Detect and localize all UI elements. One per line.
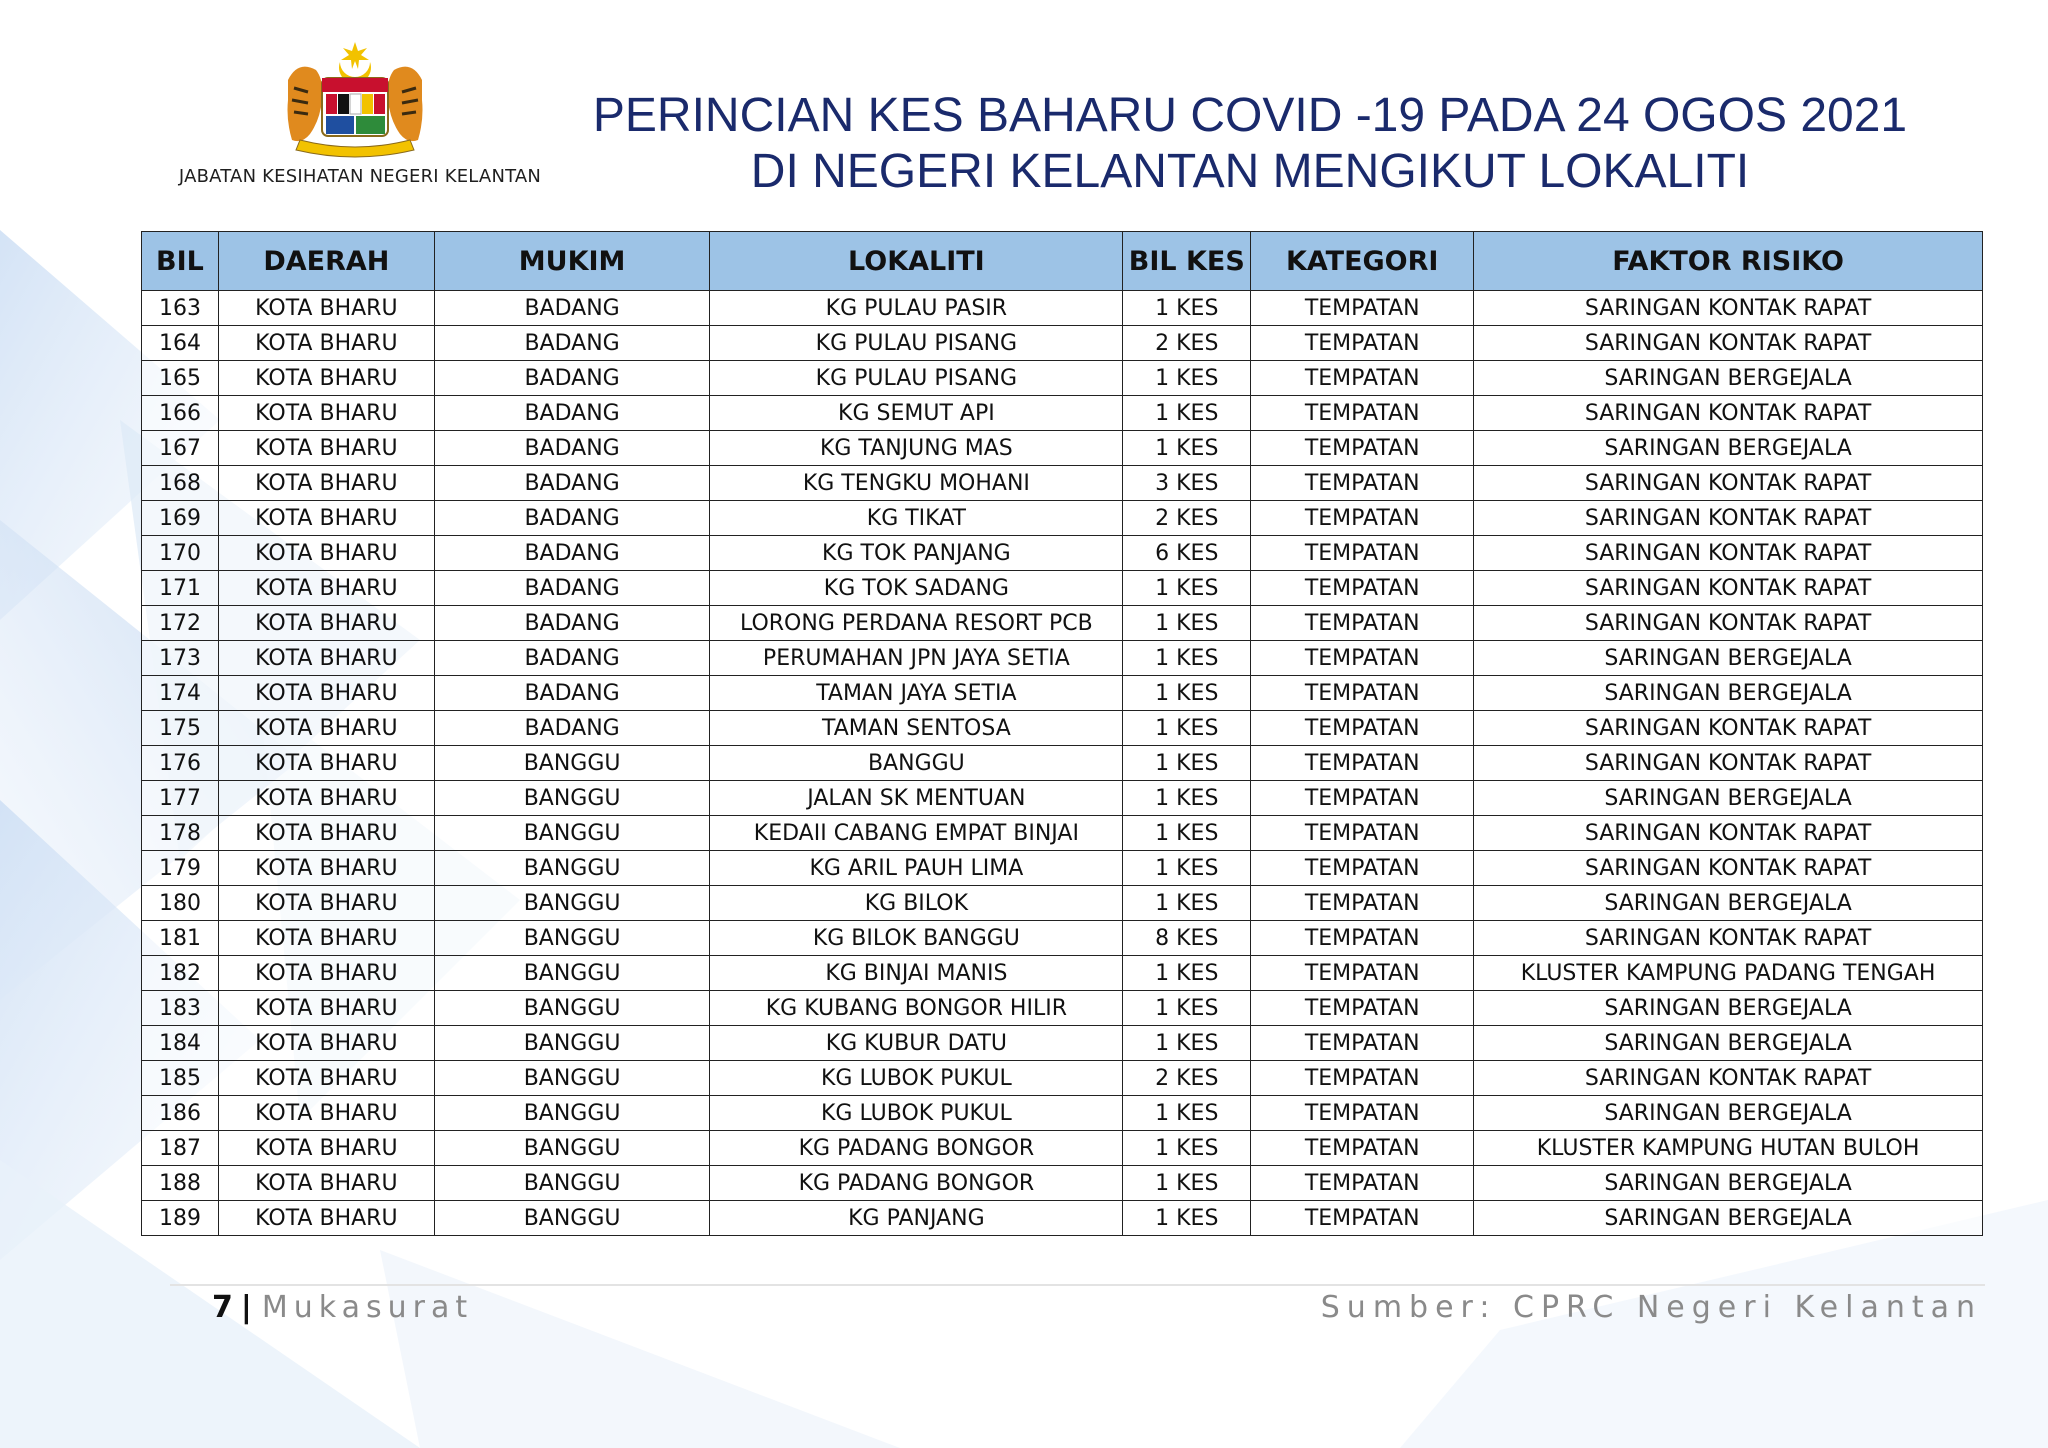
table-cell: 2 KES [1123, 1061, 1251, 1096]
table-cell: TEMPATAN [1251, 571, 1474, 606]
table-cell: KOTA BHARU [218, 326, 434, 361]
table-cell: BANGGU [434, 816, 710, 851]
table-cell: BADANG [434, 501, 710, 536]
table-cell: BADANG [434, 536, 710, 571]
table-cell: 186 [142, 1096, 219, 1131]
table-cell: KG TOK SADANG [710, 571, 1123, 606]
table-row [142, 956, 1983, 991]
table-row [142, 1096, 1983, 1131]
table-row [142, 431, 1983, 466]
table-cell: TEMPATAN [1251, 1061, 1474, 1096]
table-cell: KOTA BHARU [218, 361, 434, 396]
table-cell: KOTA BHARU [218, 1131, 434, 1166]
table-cell: 1 KES [1123, 571, 1251, 606]
table-cell: SARINGAN BERGEJALA [1474, 1026, 1983, 1061]
table-cell: KOTA BHARU [218, 746, 434, 781]
table-row [142, 396, 1983, 431]
table-cell: SARINGAN KONTAK RAPAT [1474, 571, 1983, 606]
table-cell: KG PADANG BONGOR [710, 1166, 1123, 1201]
column-header: MUKIM [434, 232, 710, 291]
table-cell: 1 KES [1123, 991, 1251, 1026]
table-cell: BADANG [434, 431, 710, 466]
table-cell: BADANG [434, 606, 710, 641]
table-cell: PERUMAHAN JPN JAYA SETIA [710, 641, 1123, 676]
table-cell: 1 KES [1123, 1166, 1251, 1201]
table-cell: SARINGAN KONTAK RAPAT [1474, 396, 1983, 431]
table-cell: 1 KES [1123, 431, 1251, 466]
table-cell: KG KUBANG BONGOR HILIR [710, 991, 1123, 1026]
table-cell: TEMPATAN [1251, 956, 1474, 991]
table-cell: BANGGU [434, 1096, 710, 1131]
table-cell: TEMPATAN [1251, 291, 1474, 326]
table-cell: KLUSTER KAMPUNG HUTAN BULOH [1474, 1131, 1983, 1166]
table-cell: 1 KES [1123, 291, 1251, 326]
table-body [142, 291, 1983, 1236]
table-cell: 1 KES [1123, 1201, 1251, 1236]
table-cell: SARINGAN KONTAK RAPAT [1474, 711, 1983, 746]
table-cell: 1 KES [1123, 1026, 1251, 1061]
table-cell: TEMPATAN [1251, 851, 1474, 886]
table-cell: TEMPATAN [1251, 991, 1474, 1026]
table-cell: SARINGAN KONTAK RAPAT [1474, 326, 1983, 361]
table-cell: TEMPATAN [1251, 711, 1474, 746]
table-cell: 185 [142, 1061, 219, 1096]
table-cell: KOTA BHARU [218, 431, 434, 466]
table-cell: 184 [142, 1026, 219, 1061]
table-cell: KOTA BHARU [218, 641, 434, 676]
table-cell: BADANG [434, 676, 710, 711]
table-cell: TEMPATAN [1251, 431, 1474, 466]
table-cell: KOTA BHARU [218, 851, 434, 886]
table-row [142, 641, 1983, 676]
table-row [142, 1131, 1983, 1166]
table-row [142, 781, 1983, 816]
table-cell: TEMPATAN [1251, 1166, 1474, 1201]
table-cell: 176 [142, 746, 219, 781]
table-cell: 177 [142, 781, 219, 816]
malaysia-coat-of-arms-logo [270, 40, 440, 158]
cases-table [141, 231, 1983, 1236]
title-line-2: DI NEGERI KELANTAN MENGIKUT LOKALITI [750, 145, 1750, 198]
page-number: 7 [212, 1290, 233, 1325]
table-cell: 180 [142, 886, 219, 921]
table-cell: KG BILOK BANGGU [710, 921, 1123, 956]
page-label: Mukasurat [261, 1290, 474, 1325]
table-cell: SARINGAN BERGEJALA [1474, 1096, 1983, 1131]
table-cell: KOTA BHARU [218, 921, 434, 956]
table-cell: TEMPATAN [1251, 676, 1474, 711]
table-cell: KOTA BHARU [218, 676, 434, 711]
table-cell: 1 KES [1123, 1131, 1251, 1166]
table-cell: KOTA BHARU [218, 816, 434, 851]
table-cell: TEMPATAN [1251, 1131, 1474, 1166]
table-cell: 3 KES [1123, 466, 1251, 501]
table-row [142, 921, 1983, 956]
table-cell: 1 KES [1123, 361, 1251, 396]
table-row [142, 501, 1983, 536]
table-cell: SARINGAN BERGEJALA [1474, 641, 1983, 676]
table-cell: 189 [142, 1201, 219, 1236]
table-cell: BADANG [434, 326, 710, 361]
table-cell: 6 KES [1123, 536, 1251, 571]
table-cell: BANGGU [434, 991, 710, 1026]
table-cell: 1 KES [1123, 781, 1251, 816]
table-cell: KG PANJANG [710, 1201, 1123, 1236]
table-cell: BANGGU [434, 921, 710, 956]
table-cell: JALAN SK MENTUAN [710, 781, 1123, 816]
table-cell: KOTA BHARU [218, 466, 434, 501]
table-cell: BADANG [434, 396, 710, 431]
table-cell: KOTA BHARU [218, 291, 434, 326]
table-cell: TAMAN SENTOSA [710, 711, 1123, 746]
table-cell: 1 KES [1123, 956, 1251, 991]
table-row [142, 361, 1983, 396]
table-cell: KOTA BHARU [218, 886, 434, 921]
table-cell: SARINGAN KONTAK RAPAT [1474, 851, 1983, 886]
table-cell: 170 [142, 536, 219, 571]
table-cell: 173 [142, 641, 219, 676]
table-row [142, 1166, 1983, 1201]
table-cell: SARINGAN KONTAK RAPAT [1474, 816, 1983, 851]
table-cell: 178 [142, 816, 219, 851]
table-cell: 163 [142, 291, 219, 326]
table-cell: SARINGAN BERGEJALA [1474, 1201, 1983, 1236]
table-cell: TEMPATAN [1251, 816, 1474, 851]
table-cell: SARINGAN KONTAK RAPAT [1474, 606, 1983, 641]
table-cell: TEMPATAN [1251, 781, 1474, 816]
table-cell: 188 [142, 1166, 219, 1201]
table-row [142, 816, 1983, 851]
table-cell: KOTA BHARU [218, 1026, 434, 1061]
table-cell: 1 KES [1123, 1096, 1251, 1131]
table-cell: KG PULAU PISANG [710, 326, 1123, 361]
table-cell: KOTA BHARU [218, 1201, 434, 1236]
table-header-row [142, 232, 1983, 291]
table-cell: 1 KES [1123, 641, 1251, 676]
table-cell: BADANG [434, 711, 710, 746]
table-cell: KG TENGKU MOHANI [710, 466, 1123, 501]
table-cell: SARINGAN KONTAK RAPAT [1474, 501, 1983, 536]
table-cell: KG PADANG BONGOR [710, 1131, 1123, 1166]
table-cell: TEMPATAN [1251, 641, 1474, 676]
table-cell: 169 [142, 501, 219, 536]
footer-divider [170, 1284, 1985, 1286]
table-row [142, 1061, 1983, 1096]
title-line-1: PERINCIAN KES BAHARU COVID -19 PADA 24 OGOS 2021 [592, 89, 1908, 142]
table-cell: 175 [142, 711, 219, 746]
table-cell: KOTA BHARU [218, 571, 434, 606]
table-cell: SARINGAN KONTAK RAPAT [1474, 921, 1983, 956]
table-cell: 181 [142, 921, 219, 956]
table-cell: KG SEMUT API [710, 396, 1123, 431]
table-cell: KEDAII CABANG EMPAT BINJAI [710, 816, 1123, 851]
table-row [142, 291, 1983, 326]
column-header: LOKALITI [710, 232, 1123, 291]
table-cell: 179 [142, 851, 219, 886]
table-cell: BADANG [434, 571, 710, 606]
table-cell: KG KUBUR DATU [710, 1026, 1123, 1061]
table-cell: TEMPATAN [1251, 746, 1474, 781]
table-row [142, 851, 1983, 886]
table-cell: 1 KES [1123, 851, 1251, 886]
table-cell: BADANG [434, 291, 710, 326]
table-cell: KOTA BHARU [218, 1061, 434, 1096]
table-cell: KG TIKAT [710, 501, 1123, 536]
table-cell: KG LUBOK PUKUL [710, 1061, 1123, 1096]
table-row [142, 1201, 1983, 1236]
table-cell: TEMPATAN [1251, 1201, 1474, 1236]
table-row [142, 746, 1983, 781]
table-cell: KG TOK PANJANG [710, 536, 1123, 571]
table-cell: 1 KES [1123, 816, 1251, 851]
table-cell: SARINGAN KONTAK RAPAT [1474, 536, 1983, 571]
table-cell: BADANG [434, 466, 710, 501]
table-cell: SARINGAN BERGEJALA [1474, 676, 1983, 711]
column-header: DAERAH [218, 232, 434, 291]
table-cell: 8 KES [1123, 921, 1251, 956]
table-cell: SARINGAN KONTAK RAPAT [1474, 466, 1983, 501]
table-cell: SARINGAN KONTAK RAPAT [1474, 291, 1983, 326]
table-cell: BANGGU [434, 781, 710, 816]
page-title [520, 88, 1980, 200]
table-cell: 1 KES [1123, 886, 1251, 921]
table-cell: 1 KES [1123, 396, 1251, 431]
table-row [142, 606, 1983, 641]
source-credit: Sumber: CPRC Negeri Kelantan [1320, 1290, 1982, 1325]
table-cell: 171 [142, 571, 219, 606]
table-cell: 2 KES [1123, 326, 1251, 361]
table-row [142, 711, 1983, 746]
table-cell: KOTA BHARU [218, 956, 434, 991]
footer-separator: | [240, 1290, 252, 1325]
table-cell: BADANG [434, 641, 710, 676]
table-cell: 172 [142, 606, 219, 641]
table-cell: TEMPATAN [1251, 886, 1474, 921]
department-name: JABATAN KESIHATAN NEGERI KELANTAN [178, 166, 542, 187]
table-cell: TAMAN JAYA SETIA [710, 676, 1123, 711]
table-cell: BANGGU [434, 1026, 710, 1061]
table-cell: KOTA BHARU [218, 606, 434, 641]
table-cell: LORONG PERDANA RESORT PCB [710, 606, 1123, 641]
table-row [142, 536, 1983, 571]
table-cell: 182 [142, 956, 219, 991]
table-cell: KG ARIL PAUH LIMA [710, 851, 1123, 886]
table-cell: 1 KES [1123, 676, 1251, 711]
table-cell: TEMPATAN [1251, 396, 1474, 431]
table-cell: BADANG [434, 361, 710, 396]
table-cell: KOTA BHARU [218, 396, 434, 431]
table-cell: TEMPATAN [1251, 1026, 1474, 1061]
table-cell: KOTA BHARU [218, 1096, 434, 1131]
table-cell: 166 [142, 396, 219, 431]
table-cell: SARINGAN BERGEJALA [1474, 431, 1983, 466]
column-header: BIL [142, 232, 219, 291]
table-row [142, 571, 1983, 606]
table-cell: KG TANJUNG MAS [710, 431, 1123, 466]
table-cell: KOTA BHARU [218, 1166, 434, 1201]
table-cell: 187 [142, 1131, 219, 1166]
table-cell: SARINGAN BERGEJALA [1474, 361, 1983, 396]
column-header: KATEGORI [1251, 232, 1474, 291]
table-cell: KOTA BHARU [218, 536, 434, 571]
table-cell: SARINGAN KONTAK RAPAT [1474, 746, 1983, 781]
table-cell: 165 [142, 361, 219, 396]
table-cell: SARINGAN BERGEJALA [1474, 991, 1983, 1026]
table-cell: BANGGU [434, 886, 710, 921]
table-cell: TEMPATAN [1251, 361, 1474, 396]
table-cell: TEMPATAN [1251, 536, 1474, 571]
table-row [142, 326, 1983, 361]
table-row [142, 886, 1983, 921]
table-cell: BANGGU [710, 746, 1123, 781]
table-row [142, 991, 1983, 1026]
table-row [142, 466, 1983, 501]
table-cell: BANGGU [434, 851, 710, 886]
table-cell: TEMPATAN [1251, 326, 1474, 361]
page-footer-left [212, 1290, 473, 1325]
table-cell: BANGGU [434, 1131, 710, 1166]
table-cell: TEMPATAN [1251, 606, 1474, 641]
table-row [142, 1026, 1983, 1061]
table-cell: SARINGAN KONTAK RAPAT [1474, 1061, 1983, 1096]
table-cell: 1 KES [1123, 746, 1251, 781]
table-cell: 164 [142, 326, 219, 361]
table-cell: BANGGU [434, 1166, 710, 1201]
table-row [142, 676, 1983, 711]
table-cell: KG PULAU PASIR [710, 291, 1123, 326]
table-cell: BANGGU [434, 1061, 710, 1096]
table-cell: KOTA BHARU [218, 991, 434, 1026]
table-cell: TEMPATAN [1251, 466, 1474, 501]
table-cell: BANGGU [434, 746, 710, 781]
table-cell: BANGGU [434, 1201, 710, 1236]
column-header: FAKTOR RISIKO [1474, 232, 1983, 291]
table-cell: KG BINJAI MANIS [710, 956, 1123, 991]
table-cell: SARINGAN BERGEJALA [1474, 886, 1983, 921]
table-cell: KOTA BHARU [218, 501, 434, 536]
table-cell: TEMPATAN [1251, 501, 1474, 536]
table-cell: TEMPATAN [1251, 1096, 1474, 1131]
table-cell: KOTA BHARU [218, 711, 434, 746]
table-cell: 1 KES [1123, 711, 1251, 746]
table-cell: 174 [142, 676, 219, 711]
table-cell: TEMPATAN [1251, 921, 1474, 956]
table-cell: 2 KES [1123, 501, 1251, 536]
table-cell: 167 [142, 431, 219, 466]
table-cell: 1 KES [1123, 606, 1251, 641]
table-cell: KOTA BHARU [218, 781, 434, 816]
table-cell: SARINGAN BERGEJALA [1474, 781, 1983, 816]
table-cell: 168 [142, 466, 219, 501]
table-cell: BANGGU [434, 956, 710, 991]
table-cell: 183 [142, 991, 219, 1026]
column-header: BIL KES [1123, 232, 1251, 291]
table-cell: SARINGAN BERGEJALA [1474, 1166, 1983, 1201]
table-cell: KLUSTER KAMPUNG PADANG TENGAH [1474, 956, 1983, 991]
table-cell: KG LUBOK PUKUL [710, 1096, 1123, 1131]
table-cell: KG PULAU PISANG [710, 361, 1123, 396]
table-cell: KG BILOK [710, 886, 1123, 921]
